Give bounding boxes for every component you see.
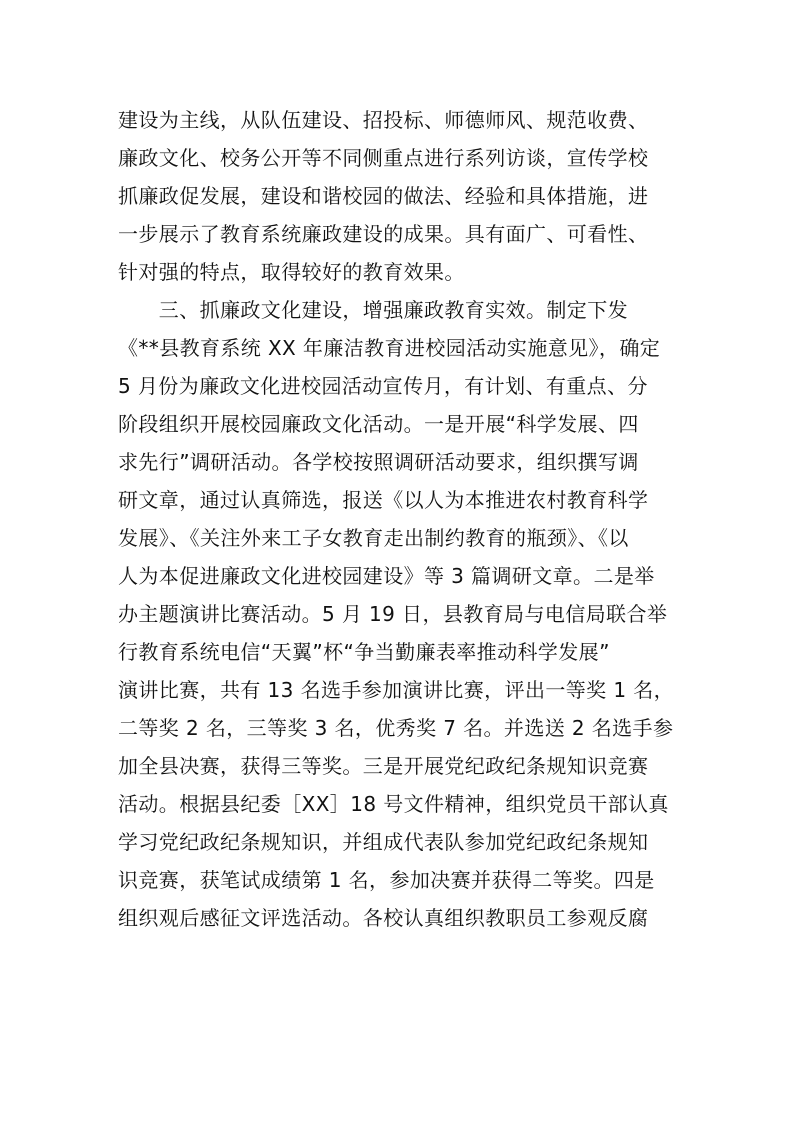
text-line: 一步展示了教育系统廉政建设的成果。具有面广、可看性、	[118, 222, 649, 246]
text-line: 二等奖 2 名，三等奖 3 名，优秀奖 7 名。并选送 2 名选手参	[118, 716, 674, 740]
text-line: 抓廉政促发展，建设和谐校园的做法、经验和具体措施，进	[118, 184, 649, 208]
text-line: 组织观后感征文评选活动。各校认真组织教职员工参观反腐	[118, 906, 649, 930]
text-line: 求先行”调研活动。各学校按照调研活动要求，组织撰写调	[118, 450, 639, 474]
text-line: 加全县决赛，获得三等奖。三是开展党纪政纪条规知识竞赛	[118, 754, 649, 778]
text-line: 研文章，通过认真筛选，报送《以人为本推进农村教育科学	[118, 488, 649, 512]
text-line: 学习党纪政纪条规知识，并组成代表队参加党纪政纪条规知	[118, 830, 649, 854]
text-line: 阶段组织开展校园廉政文化活动。一是开展“科学发展、四	[118, 412, 639, 436]
text-line: 识竞赛，获笔试成绩第 1 名，参加决赛并获得二等奖。四是	[118, 868, 655, 892]
text-line: 《**县教育系统 XX 年廉洁教育进校园活动实施意见》，确定	[118, 336, 661, 360]
text-line: 行教育系统电信“天翼”杯“争当勤廉表率推动科学发展”	[118, 640, 610, 664]
text-line: 办主题演讲比赛活动。5 月 19 日，县教育局与电信局联合举	[118, 602, 668, 626]
text-line: 建设为主线，从队伍建设、招投标、师德师风、规范收费、	[118, 108, 649, 132]
text-line: 人为本促进廉政文化进校园建设》等 3 篇调研文章。二是举	[118, 564, 655, 588]
text-line: 演讲比赛，共有 13 名选手参加演讲比赛，评出一等奖 1 名，	[118, 678, 675, 702]
body-text	[118, 101, 678, 937]
section-heading-line: 三、抓廉政文化建设，增强廉政教育实效。制定下发	[118, 298, 628, 322]
text-line: 活动。根据县纪委［XX］18 号文件精神，组织党员干部认真	[118, 792, 669, 816]
text-line: 5 月份为廉政文化进校园活动宣传月，有计划、有重点、分	[118, 374, 648, 398]
text-line: 针对强的特点，取得较好的教育效果。	[118, 260, 465, 284]
text-line: 廉政文化、校务公开等不同侧重点进行系列访谈，宣传学校	[118, 146, 649, 170]
text-line: 发展》、《关注外来工子女教育走出制约教育的瓶颈》、《以	[118, 526, 629, 550]
